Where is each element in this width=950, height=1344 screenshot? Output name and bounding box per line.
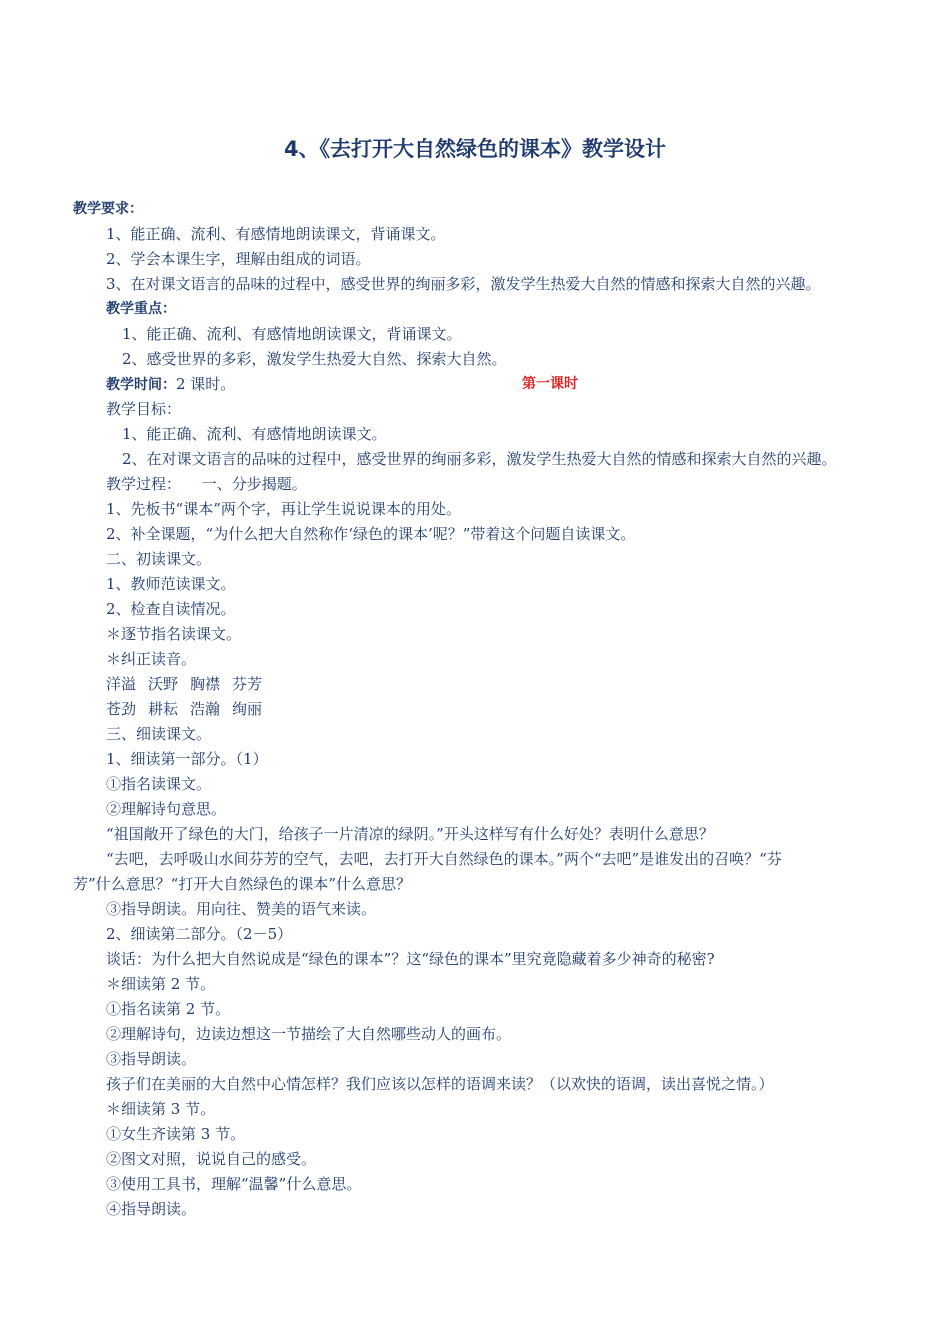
vocab-word: 浩瀚 [190, 700, 221, 718]
vocab-row [106, 674, 274, 694]
process-line: 2、检查自读情况。 [106, 600, 236, 618]
process-line: 二、初读课文。 [106, 550, 212, 568]
process-line: ①指名读课文。 [106, 775, 212, 793]
goal-item: 2、在对课文语言的品味的过程中，感受世界的绚丽多彩，激发学生热爱大自然的情感和探索大自然的兴趣。 [122, 450, 837, 468]
lesson-title: 第一课时 [522, 376, 578, 392]
process-line: 2、补全课题，“为什么把大自然称作‘绿色的课本’呢？”带着这个问题自读课文。 [106, 525, 636, 543]
document-title: 4、《去打开大自然绿色的课本》教学设计 [283, 137, 667, 161]
requirement-item: 1、能正确、流利、有感情地朗读课文，背诵课文。 [106, 225, 446, 243]
process-line: 2、细读第二部分。（2－5） [106, 925, 293, 943]
process-line: ①指名读第 2 节。 [106, 1000, 231, 1018]
vocab-word: 胸襟 [190, 675, 221, 693]
key-point-item: 1、能正确、流利、有感情地朗读课文，背诵课文。 [122, 325, 462, 343]
process-line: ③使用工具书，理解“温馨”什么意思。 [106, 1175, 362, 1193]
process-line: 1、先板书“课本”两个字，再让学生说说课本的用处。 [106, 500, 461, 518]
process-line: “祖国敞开了绿色的大门，给孩子一片清凉的绿阴。”开头这样写有什么好处？表明什么意思？ [106, 825, 714, 843]
vocab-word: 洋溢 [106, 675, 137, 693]
process-line: 芳”什么意思？“打开大自然绿色的课本”什么意思？ [73, 875, 412, 893]
teaching-time [106, 374, 235, 395]
process-line: ②图文对照，说说自己的感受。 [106, 1150, 317, 1168]
key-point-item: 2、感受世界的多彩，激发学生热爱大自然、探索大自然。 [122, 350, 507, 368]
vocab-row [106, 699, 274, 719]
vocab-word: 耕耘 [148, 700, 179, 718]
process-line: ＊细读第 3 节。 [106, 1100, 216, 1118]
process-line: ③指导朗读。用向往、赞美的语气来读。 [106, 900, 377, 918]
process-line: 孩子们在美丽的大自然中心情怎样？我们应该以怎样的语调来读？（以欢快的语调，读出喜悦之情。） [106, 1075, 774, 1093]
vocab-word: 芬芳 [232, 675, 263, 693]
process-line: ＊纠正读音。 [106, 650, 197, 668]
goals-heading: 教学目标： [106, 400, 182, 418]
goal-item: 1、能正确、流利、有感情地朗读课文。 [122, 425, 387, 443]
key-points-heading: 教学重点： [106, 301, 176, 317]
process-heading-line [106, 474, 307, 494]
requirements-heading: 教学要求： [73, 201, 143, 217]
process-heading: 教学过程： [106, 475, 182, 493]
process-line: 1、细读第一部分。（1） [106, 750, 268, 768]
process-line: ②理解诗句，边读边想这一节描绘了大自然哪些动人的画布。 [106, 1025, 512, 1043]
teaching-time-label: 教学时间： [106, 377, 176, 393]
process-step1: 一、分步揭题。 [201, 475, 307, 493]
process-line: ＊细读第 2 节。 [106, 975, 216, 993]
process-line: ①女生齐读第 3 节。 [106, 1125, 246, 1143]
process-line: 1、教师范读课文。 [106, 575, 236, 593]
process-line: 三、细读课文。 [106, 725, 212, 743]
vocab-word: 苍劲 [106, 700, 137, 718]
process-line: “去吧，去呼吸山水间芬芳的空气，去吧，去打开大自然绿色的课本。”两个“去吧”是谁发出的召唤？“芬 [106, 850, 782, 868]
process-line: 谈话：为什么把大自然说成是“绿色的课本”？这“绿色的课本”里究竟隐藏着多少神奇的秘密? [106, 950, 715, 968]
vocab-word: 沃野 [148, 675, 179, 693]
process-line: ③指导朗读。 [106, 1050, 197, 1068]
vocab-word: 绚丽 [232, 700, 263, 718]
process-line: ②理解诗句意思。 [106, 800, 227, 818]
requirement-item: 3、在对课文语言的品味的过程中，感受世界的绚丽多彩，激发学生热爱大自然的情感和探索大自然的兴趣。 [106, 275, 821, 293]
requirement-item: 2、学会本课生字，理解由组成的词语。 [106, 250, 371, 268]
teaching-time-value: 2 课时。 [176, 375, 236, 393]
process-line: ＊逐节指名读课文。 [106, 625, 242, 643]
process-line: ④指导朗读。 [106, 1200, 197, 1218]
